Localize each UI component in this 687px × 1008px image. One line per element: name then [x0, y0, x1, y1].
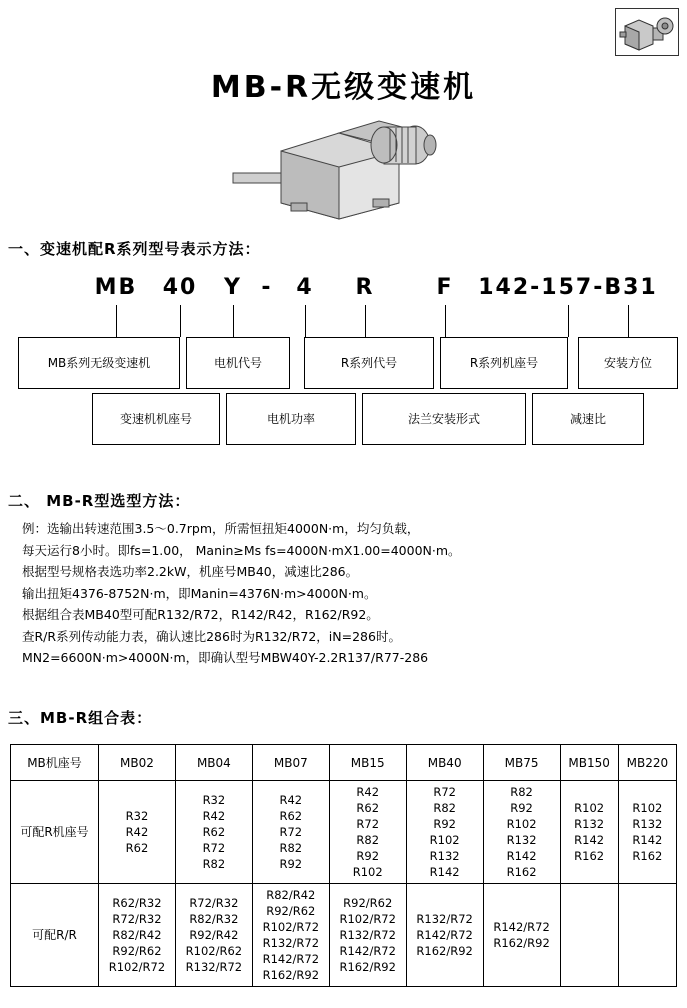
- cell-line: R82/R32: [189, 912, 239, 926]
- hero-illustration: [0, 108, 687, 226]
- cell-line: R72/R32: [189, 896, 239, 910]
- code-box-ratio: 减速比: [532, 393, 644, 445]
- cell-r0-c8: [618, 781, 676, 884]
- cell-line: R92/R62: [343, 896, 393, 910]
- leader-line-4: [305, 305, 306, 337]
- cell-r1-c1: [99, 884, 176, 987]
- code-box-r-series: R系列代号: [304, 337, 434, 389]
- cell-r1-c6: [483, 884, 560, 987]
- cell-line: R42: [279, 793, 303, 807]
- leader-line-8: [628, 305, 629, 337]
- cell-line: R72/R32: [112, 912, 162, 926]
- cell-r1-c2: [175, 884, 252, 987]
- cell-line: R62: [279, 809, 303, 823]
- leader-line-7: [568, 305, 569, 337]
- table-header-cell-4: MB15: [329, 745, 406, 781]
- cell-line: R62/R32: [112, 896, 162, 910]
- cell-line: R142/R72: [262, 952, 320, 966]
- code-segment-40: 40: [162, 275, 198, 300]
- table-header-cell-6: MB75: [483, 745, 560, 781]
- code-segment-y: Y: [224, 275, 242, 300]
- table-header-cell-2: MB04: [175, 745, 252, 781]
- cell-line: R92/R62: [266, 904, 316, 918]
- cell-line: R142/R72: [493, 920, 550, 934]
- cell-line: R92: [356, 849, 380, 863]
- cell-line: R102: [429, 833, 460, 847]
- cell-line: R62: [125, 841, 149, 855]
- leader-line-6: [445, 305, 446, 337]
- cell-line: R162/R92: [339, 960, 396, 974]
- cell-line: R92/R62: [112, 944, 162, 958]
- cell-line: R42: [125, 825, 149, 839]
- cell-line: R82/R42: [112, 928, 162, 942]
- cell-line: R132: [632, 817, 663, 831]
- combination-table: [10, 744, 677, 987]
- cell-line: R102/R72: [262, 920, 320, 934]
- cell-line: R82: [202, 857, 226, 871]
- cell-line: R42: [202, 809, 226, 823]
- code-box-r-frame: R系列机座号: [440, 337, 568, 389]
- cell-line: R102: [352, 865, 383, 879]
- cell-line: R92: [279, 857, 303, 871]
- selection-method-text: [22, 518, 672, 669]
- cell-r0-c1: [99, 781, 176, 884]
- table-row: [11, 884, 677, 987]
- cell-line: R32: [125, 809, 149, 823]
- cell-r0-c3: [252, 781, 329, 884]
- row-label-rr: 可配R/R: [11, 884, 99, 987]
- table-header-row: [11, 745, 677, 781]
- cell-line: R82: [433, 801, 456, 815]
- cell-line: R132: [429, 849, 460, 863]
- section-heading-3: 三、MB-R组合表：: [8, 709, 153, 727]
- cell-line: R102: [506, 817, 537, 831]
- cell-line: R132: [574, 817, 605, 831]
- logo-box: [615, 8, 679, 56]
- code-segment-dash: -: [261, 275, 273, 300]
- table-header-cell-0: MB机座号: [11, 745, 99, 781]
- cell-r1-c4: [329, 884, 406, 987]
- cell-r0-c5: [406, 781, 483, 884]
- cell-r1-c8: [618, 884, 676, 987]
- cell-line: R92: [433, 817, 456, 831]
- cell-line: R82: [279, 841, 303, 855]
- gearbox-illustration-icon: [229, 111, 459, 223]
- cell-line: R102/R62: [185, 944, 243, 958]
- cell-line: R132/R72: [262, 936, 320, 950]
- code-box-motor-power: 电机功率: [226, 393, 356, 445]
- cell-line: R132/R72: [339, 928, 396, 942]
- cell-line: R82/R42: [266, 888, 316, 902]
- code-segment-4: 4: [296, 275, 314, 300]
- selection-line-4: 输出扭矩4376-8752N·m，即Manin=4376N·m>4000N·m。: [22, 585, 377, 601]
- cell-line: R62: [356, 801, 380, 815]
- cell-line: R162: [632, 849, 663, 863]
- table-header-cell-5: MB40: [406, 745, 483, 781]
- cell-r0-c2: [175, 781, 252, 884]
- cell-r0-c6: [483, 781, 560, 884]
- leader-line-1: [116, 305, 117, 337]
- cell-r0-c4: [329, 781, 406, 884]
- cell-line: R92: [510, 801, 533, 815]
- cell-line: R72: [433, 785, 456, 799]
- row-label-r-frame: 可配R机座号: [11, 781, 99, 884]
- cell-line: R142: [574, 833, 605, 847]
- table-header-cell-8: MB220: [618, 745, 676, 781]
- cell-line: R132: [506, 833, 537, 847]
- leader-line-5: [365, 305, 366, 337]
- code-segment-r: R: [355, 275, 375, 300]
- gearbox-logo-icon: [619, 12, 675, 52]
- selection-line-7: MN2=6600N·m>4000N·m，即确认型号MBW40Y-2.2R137/R77-286: [22, 650, 429, 665]
- selection-line-5: 根据组合表MB40型可配R132/R72，R142/R42，R162/R92。: [22, 607, 379, 622]
- code-box-motor-code: 电机代号: [186, 337, 290, 389]
- page-title: MB-R无级变速机: [210, 70, 477, 105]
- selection-line-6: 查R/R系列传动能力表，确认速比286时为R132/R72，iN=286时。: [22, 628, 401, 644]
- code-segment-ratio: 142-157-B31: [478, 275, 658, 300]
- cell-line: R142/R72: [339, 944, 396, 958]
- code-box-mb-series: MB系列无级变速机: [18, 337, 180, 389]
- cell-line: R162/R92: [262, 968, 320, 982]
- table-header-cell-3: MB07: [252, 745, 329, 781]
- cell-line: R132/R72: [185, 960, 243, 974]
- code-box-flange-type: 法兰安装形式: [362, 393, 526, 445]
- cell-r1-c7: [560, 884, 618, 987]
- table-header-cell-7: MB150: [560, 745, 618, 781]
- selection-line-3: 根据型号规格表选功率2.2kW，机座号MB40，减速比286。: [22, 564, 359, 579]
- cell-line: R162/R92: [416, 944, 473, 958]
- table-header-cell-1: MB02: [99, 745, 176, 781]
- cell-line: R72: [202, 841, 226, 855]
- cell-line: R102: [632, 801, 663, 815]
- combination-table-wrap: [10, 744, 677, 987]
- cell-line: R102/R72: [339, 912, 396, 926]
- selection-line-2: 每天运行8小时。即fs=1.00， Manin≥Ms fs=4000N·mX1.00=4000N·m。: [22, 542, 461, 558]
- cell-r1-c5: [406, 884, 483, 987]
- cell-line: R162/R92: [493, 936, 550, 950]
- cell-r0-c7: [560, 781, 618, 884]
- cell-line: R102: [574, 801, 605, 815]
- cell-line: R142: [632, 833, 663, 847]
- leader-line-2: [180, 305, 181, 337]
- cell-line: R72: [356, 817, 380, 831]
- cell-line: R162: [574, 849, 605, 863]
- cell-line: R132/R72: [416, 912, 473, 926]
- cell-line: R82: [356, 833, 380, 847]
- cell-line: R72: [279, 825, 303, 839]
- code-box-mount-dir: 安装方位: [578, 337, 678, 389]
- cell-r1-c3: [252, 884, 329, 987]
- cell-line: R42: [356, 785, 380, 799]
- cell-line: R82: [510, 785, 533, 799]
- code-segment-mb: MB: [94, 275, 138, 300]
- cell-line: R142: [429, 865, 460, 879]
- cell-line: R142/R72: [416, 928, 473, 942]
- code-segment-f: F: [436, 275, 454, 300]
- table-row: [11, 781, 677, 884]
- cell-line: R62: [202, 825, 226, 839]
- cell-line: R162: [506, 865, 537, 879]
- model-code-diagram: [8, 275, 679, 475]
- code-box-frame-no: 变速机机座号: [92, 393, 220, 445]
- cell-line: R32: [202, 793, 226, 807]
- cell-line: R92/R42: [189, 928, 239, 942]
- cell-line: R142: [506, 849, 537, 863]
- leader-line-3: [233, 305, 234, 337]
- selection-line-1: 例：选输出转速范围3.5～0.7rpm，所需恒扭矩4000N·m，均匀负载，: [22, 521, 420, 536]
- cell-line: R102/R72: [108, 960, 166, 974]
- section-heading-1: 一、变速机配R系列型号表示方法：: [8, 240, 261, 258]
- section-heading-2: 二、 MB-R型选型方法：: [8, 492, 191, 510]
